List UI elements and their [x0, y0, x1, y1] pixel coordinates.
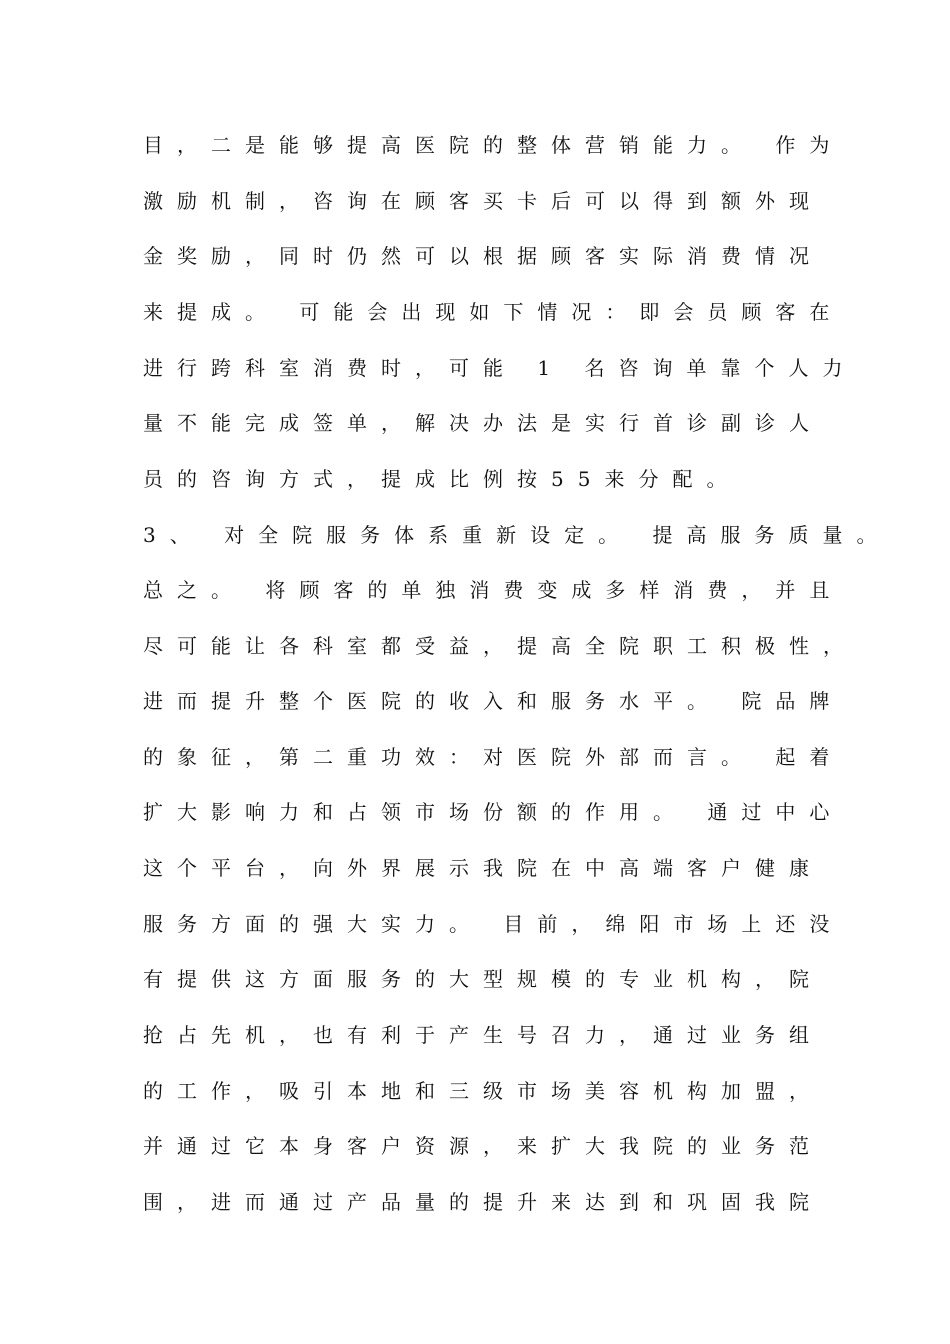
text-line: 目，二是能够提高医院的整体营销能力。 作为: [143, 133, 844, 157]
text-line: 有提供这方面服务的大型规模的专业机构，院: [143, 967, 823, 991]
text-line: 扩大影响力和占领市场份额的作用。 通过中心: [143, 800, 844, 824]
text-line: 来提成。 可能会出现如下情况：即会员顾客在: [143, 300, 844, 324]
text-line: 金奖励，同时仍然可以根据顾客实际消费情况: [143, 244, 823, 268]
text-line: 的象征，第二重功效：对医院外部而言。 起着: [143, 745, 844, 769]
text-line: 员的咨询方式，提成比例按55来分配。: [143, 467, 741, 491]
text-line: 量不能完成签单，解决办法是实行首诊副诊人: [143, 411, 823, 435]
text-line: 服务方面的强大实力。 目前，绵阳市场上还没: [143, 912, 844, 936]
text-line: 总之。 将顾客的单独消费变成多样消费，并且: [143, 578, 844, 602]
text-line: 围，进而通过产品量的提升来达到和巩固我院: [143, 1190, 823, 1214]
text-line: 进行跨科室消费时，可能 1 名咨询单靠个人力: [143, 356, 857, 380]
text-line: 尽可能让各科室都受益，提高全院职工积极性，: [143, 634, 857, 658]
text-line: 抢占先机，也有利于产生号召力，通过业务组: [143, 1023, 823, 1047]
text-line: 并通过它本身客户资源，来扩大我院的业务范: [143, 1134, 823, 1158]
text-line: 这个平台，向外界展示我院在中高端客户健康: [143, 856, 823, 880]
text-line: 3、 对全院服务体系重新设定。 提高服务质量。: [143, 523, 891, 547]
text-line: 进而提升整个医院的收入和服务水平。 院品牌: [143, 689, 844, 713]
text-line: 激励机制，咨询在顾客买卡后可以得到额外现: [143, 189, 823, 213]
text-line: 的工作，吸引本地和三级市场美容机构加盟，: [143, 1079, 823, 1103]
